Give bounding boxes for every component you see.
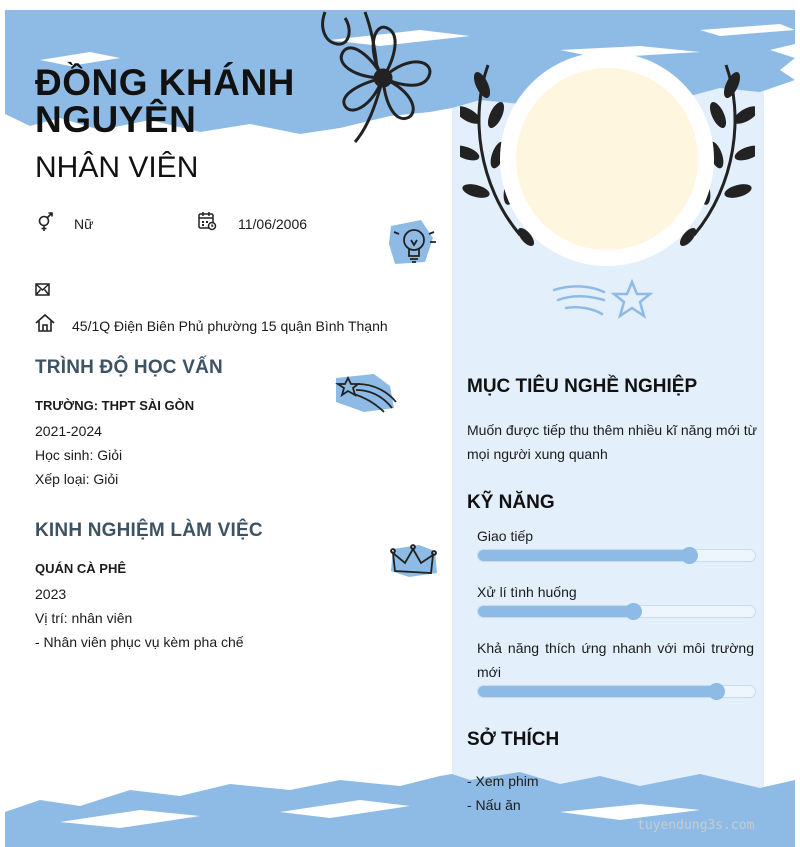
skill-bar-fill [478, 606, 633, 617]
skill-label-line: Xử lí tình huống [477, 584, 577, 600]
skill-bar [477, 549, 756, 562]
objective-heading: MỤC TIÊU NGHỀ NGHIỆP [467, 376, 698, 397]
skill-label [477, 580, 754, 604]
hobbies-heading: SỞ THÍCH [467, 729, 560, 750]
birthday-value: 11/06/2006 [238, 216, 308, 232]
hobby-item: - Nấu ăn [467, 797, 521, 813]
home-icon [34, 313, 56, 333]
gender-icon [35, 212, 55, 232]
crown-doodle-icon [389, 543, 439, 579]
star-doodle-icon [552, 278, 656, 326]
objective-text: Muốn được tiếp thu thêm nhiều kĩ năng mới từ mọi người xung quanh [467, 422, 758, 462]
address-value: 45/1Q Điện Biên Phủ phường 15 quận Bình Thạnh [72, 318, 388, 334]
job-title: NHÂN VIÊN [35, 151, 199, 184]
skill-bar [477, 685, 756, 698]
student-rank: Học sinh: Giỏi [35, 447, 123, 463]
experience-year: 2023 [35, 586, 67, 602]
lightbulb-doodle-icon [387, 218, 445, 268]
skill-bar [477, 605, 756, 618]
skills-heading: KỸ NĂNG [467, 492, 555, 513]
skill-bar-fill [478, 550, 689, 561]
grade-rank: Xếp loại: Giỏi [35, 471, 119, 487]
calendar-icon [197, 211, 217, 231]
experience-position: Vị trí: nhân viên [35, 610, 133, 626]
gender-value: Nữ [74, 216, 94, 232]
skill-bar-knob [681, 547, 698, 564]
skill-bar-knob [708, 683, 725, 700]
school-name: TRƯỜNG: THPT SÀI GÒN [35, 398, 195, 413]
flower-doodle-icon [315, 8, 445, 148]
hobby-item: - Xem phim [467, 773, 539, 789]
experience-heading: KINH NGHIỆM LÀM VIỆC [35, 520, 263, 541]
skill-label-line: Khả năng thích ứng nhanh với môi trường [477, 640, 754, 656]
shooting-star-doodle-icon [334, 372, 400, 414]
email-icon [35, 283, 51, 297]
skill-bar-fill [478, 686, 716, 697]
company-name: QUÁN CÀ PHÊ [35, 561, 127, 576]
skill-label-line: mới [477, 664, 501, 680]
school-period: 2021-2024 [35, 423, 102, 439]
skill-bar-knob [625, 603, 642, 620]
watermark: tuyendung3s.com [637, 818, 755, 833]
candidate-name: ĐỒNG KHÁNH NGUYÊN [35, 62, 295, 140]
avatar [516, 68, 698, 250]
education-heading: TRÌNH ĐỘ HỌC VẤN [35, 357, 223, 378]
experience-description: - Nhân viên phục vụ kèm pha chế [35, 634, 244, 650]
skill-label [477, 636, 754, 684]
skill-label-line: Giao tiếp [477, 528, 534, 544]
skill-label [477, 524, 754, 548]
